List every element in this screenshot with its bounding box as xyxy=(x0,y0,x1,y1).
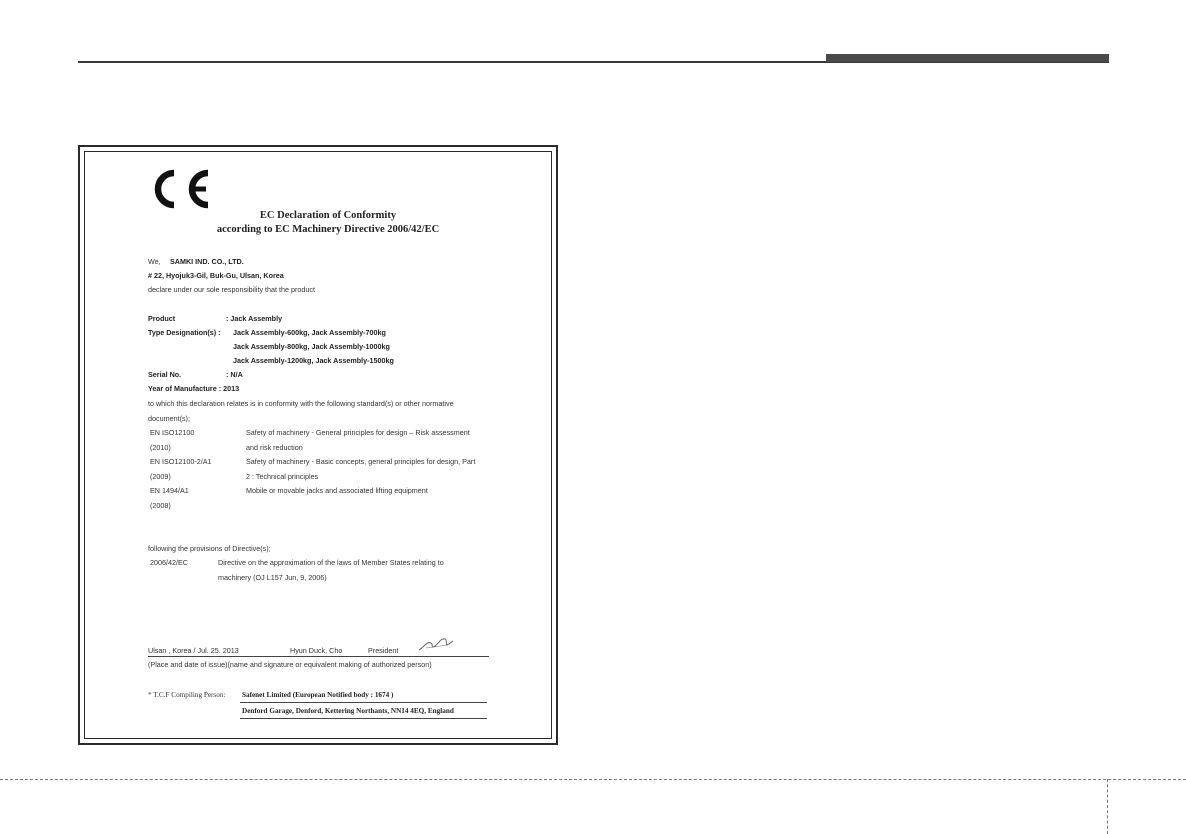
standard-desc-cont: 2 : Technical principles xyxy=(246,472,319,481)
product-label: Product xyxy=(148,314,176,323)
standard-year: (2009) xyxy=(150,472,171,481)
declare-text: declare under our sole responsibility that the product xyxy=(148,285,316,294)
title-line-2: according to EC Machinery Directive 2006/42/EC xyxy=(216,224,440,235)
signer-title: President xyxy=(368,646,399,655)
standard-desc: Safety of machinery - General principles for design – Risk assessment xyxy=(246,428,470,437)
we-label: We, xyxy=(148,257,161,266)
title-line-1: EC Declaration of Conformity xyxy=(259,210,397,221)
directive-desc: Directive on the approximation of the laws of Member States relating to xyxy=(218,558,444,567)
issue-caption: (Place and date of issue)(name and signature or equivalent making of authorized person) xyxy=(148,660,432,669)
tcf-address: Denford Garage, Denford, Kettering Northants, NN14 4EQ, England xyxy=(242,707,454,715)
ce-mark-logo xyxy=(148,167,214,211)
header-accent-bar xyxy=(826,54,1109,62)
tcf-company: Safenet Limited (European Notified body : 1674 ) xyxy=(242,691,394,699)
standard-desc: Safety of machinery - Basic concepts, general principles for design, Part xyxy=(246,457,476,466)
product-value: : Jack Assembly xyxy=(226,314,283,323)
footer-dashed-divider xyxy=(1107,779,1108,834)
signature-line xyxy=(148,656,489,657)
directive-code: 2006/42/EC xyxy=(150,558,188,567)
serial-value: : N/A xyxy=(226,370,243,379)
certificate-title xyxy=(138,209,518,237)
standard-year: (2008) xyxy=(150,501,171,510)
type-designation-label: Type Designation(s) : xyxy=(148,328,221,337)
footer-dashed-rule xyxy=(0,779,1186,780)
company-name: SAMKI IND. CO., LTD. xyxy=(170,257,244,266)
type-designation-line: Jack Assembly-1200kg, Jack Assembly-1500kg xyxy=(233,356,394,365)
standard-code: EN ISO12100-2/A1 xyxy=(150,457,212,466)
standard-desc-cont: and risk reduction xyxy=(246,443,303,452)
company-address: # 22, Hyojuk3-Gil, Buk-Gu, Ulsan, Korea xyxy=(148,271,284,280)
tcf-label: * T.C.F Compiling Person: xyxy=(148,691,226,699)
tcf-address-underline xyxy=(240,718,487,719)
conformity-text: to which this declaration relates is in conformity with the following standard(s) or other normative xyxy=(148,399,454,408)
standard-desc: Mobile or movable jacks and associated lifting equipment xyxy=(246,486,428,495)
conformity-text-cont: document(s); xyxy=(148,414,190,423)
serial-label: Serial No. xyxy=(148,370,182,379)
provisions-text: following the provisions of Directive(s); xyxy=(148,544,271,553)
tcf-underline xyxy=(240,702,487,703)
place-and-date: Ulsan , Korea / Jul. 25. 2013 xyxy=(148,646,239,655)
directive-desc-cont: machinery (OJ L157 Jun, 9, 2006) xyxy=(218,573,327,582)
standard-code: EN 1494/A1 xyxy=(150,486,189,495)
type-designation-line: Jack Assembly-600kg, Jack Assembly-700kg xyxy=(233,328,386,337)
signer-name: Hyun Duck, Cho xyxy=(290,646,343,655)
year-of-manufacture: Year of Manufacture : 2013 xyxy=(148,384,240,393)
handwritten-signature xyxy=(418,635,454,653)
type-designation-line: Jack Assembly-800kg, Jack Assembly-1000kg xyxy=(233,342,390,351)
standard-code: EN ISO12100 xyxy=(150,428,195,437)
certificate-frame xyxy=(78,145,558,745)
standard-year: (2010) xyxy=(150,443,171,452)
